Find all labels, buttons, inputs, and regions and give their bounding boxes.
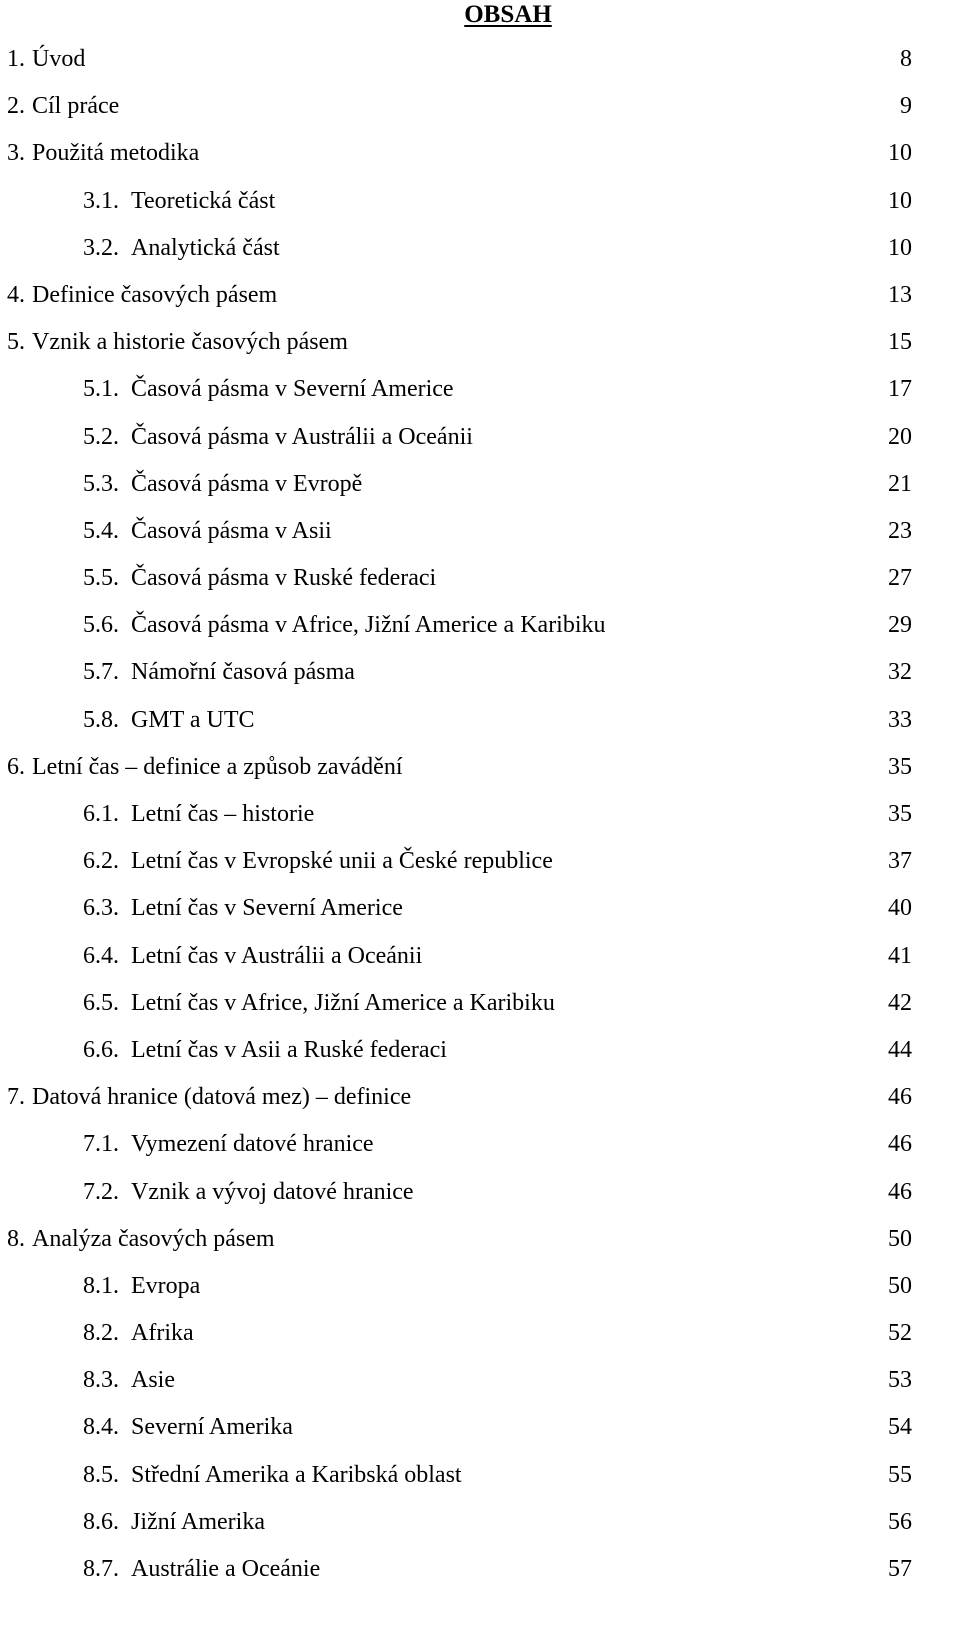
toc-entry[interactable] <box>0 83 960 130</box>
toc-entry[interactable] <box>0 791 960 838</box>
toc-entry[interactable] <box>0 1074 960 1121</box>
toc-entry-title: Letní čas v Africe, Jižní Americe a Karibiku <box>131 989 555 1016</box>
toc-entry-page-number: 46 <box>888 1084 912 1111</box>
toc-entry-title: Afrika <box>131 1320 194 1347</box>
toc-entry-number: 7.1. <box>83 1131 119 1158</box>
toc-entry[interactable] <box>0 1169 960 1216</box>
toc-entry-title: Námořní časová pásma <box>131 659 355 686</box>
toc-entry[interactable] <box>0 36 960 83</box>
toc-entry-title: GMT a UTC <box>131 706 255 733</box>
toc-entry-title: Letní čas v Austrálii a Oceánii <box>131 942 423 969</box>
toc-entry[interactable] <box>0 697 960 744</box>
toc-entry-title: Časová pásma v Severní Americe <box>131 376 454 403</box>
toc-entry-title: Cíl práce <box>32 93 120 120</box>
toc-entry-page-number: 42 <box>888 989 912 1016</box>
toc-entry-number: 3. <box>7 140 25 167</box>
toc-entry-title: Časová pásma v Asii <box>131 517 332 544</box>
toc-entry-page-number: 56 <box>888 1508 912 1535</box>
toc-entry-title: Datová hranice (datová mez) – definice <box>32 1084 412 1111</box>
toc-entry-title: Definice časových pásem <box>32 281 278 308</box>
toc-entry-title: Časová pásma v Ruské federaci <box>131 565 437 592</box>
toc-entry[interactable] <box>0 555 960 602</box>
toc-entry-page-number: 57 <box>888 1556 912 1582</box>
toc-entry-page-number: 23 <box>888 517 912 544</box>
toc-entry[interactable] <box>0 366 960 413</box>
toc-entry-title: Vznik a vývoj datové hranice <box>131 1178 414 1205</box>
toc-entry-number: 8.5. <box>83 1461 119 1488</box>
toc-entry-title: Letní čas v Evropské unii a České republice <box>131 848 553 875</box>
toc-entry-number: 6. <box>7 753 25 780</box>
toc-entry-number: 6.1. <box>83 801 119 827</box>
toc-entry-page-number: 50 <box>888 1272 912 1299</box>
toc-entry-number: 6.2. <box>83 848 119 875</box>
toc-entry-page-number: 32 <box>888 659 912 686</box>
toc-entry-page-number: 46 <box>888 1178 912 1205</box>
toc-entry-page-number: 8 <box>900 46 912 72</box>
toc-entry-number: 7. <box>7 1084 25 1111</box>
toc-entry[interactable] <box>0 414 960 461</box>
toc-entry[interactable] <box>0 1121 960 1168</box>
toc-entry-page-number: 35 <box>888 801 912 827</box>
toc-entry-page-number: 37 <box>888 848 912 875</box>
page-title <box>0 0 960 30</box>
toc-entry-number: 8.1. <box>83 1272 119 1299</box>
toc-entry-page-number: 20 <box>888 423 912 450</box>
toc-entry-page-number: 50 <box>888 1225 912 1252</box>
toc-entry-number: 2. <box>7 93 25 120</box>
toc-entry-number: 6.4. <box>83 942 119 969</box>
toc-entry[interactable] <box>0 1357 960 1404</box>
toc-entry[interactable] <box>0 744 960 791</box>
toc-entry[interactable] <box>0 225 960 272</box>
toc-entry-title: Severní Amerika <box>131 1414 293 1441</box>
toc-entry-number: 7.2. <box>83 1178 119 1205</box>
toc-entry[interactable] <box>0 1027 960 1074</box>
toc-entry[interactable] <box>0 178 960 225</box>
toc-entry[interactable] <box>0 885 960 932</box>
toc-entry-number: 5.1. <box>83 376 119 403</box>
toc-entry-number: 8.6. <box>83 1508 119 1535</box>
toc-entry-number: 8.2. <box>83 1320 119 1347</box>
toc-entry-number: 5.7. <box>83 659 119 686</box>
toc-entry-title: Střední Amerika a Karibská oblast <box>131 1461 462 1488</box>
toc-entry-page-number: 17 <box>888 376 912 403</box>
toc-entry-number: 5.2. <box>83 423 119 450</box>
toc-entry-page-number: 9 <box>900 93 912 120</box>
toc-entry-page-number: 10 <box>888 187 912 214</box>
toc-entry[interactable] <box>0 602 960 649</box>
toc-entry-title: Letní čas – definice a způsob zavádění <box>32 753 403 780</box>
toc-entry-page-number: 13 <box>888 281 912 308</box>
toc-entry-page-number: 52 <box>888 1320 912 1347</box>
toc-entry[interactable] <box>0 1310 960 1357</box>
toc-entry[interactable] <box>0 1404 960 1451</box>
toc-entry-page-number: 33 <box>888 706 912 733</box>
toc-entry-number: 6.3. <box>83 895 119 922</box>
toc-entry-number: 5.5. <box>83 565 119 592</box>
toc-entry-page-number: 21 <box>888 470 912 497</box>
toc-entry-number: 8.4. <box>83 1414 119 1441</box>
toc-entry-number: 8. <box>7 1225 25 1252</box>
toc-entry-page-number: 54 <box>888 1414 912 1441</box>
page-title-text: OBSAH <box>464 1 552 28</box>
toc-entry-title: Vznik a historie časových pásem <box>32 329 348 356</box>
toc-entry-title: Letní čas v Severní Americe <box>131 895 403 922</box>
toc-entry-number: 5.4. <box>83 517 119 544</box>
toc-entry-page-number: 27 <box>888 565 912 592</box>
toc-entry-title: Letní čas – historie <box>131 801 315 827</box>
toc-entry-page-number: 40 <box>888 895 912 922</box>
toc-entry[interactable] <box>0 1452 960 1499</box>
toc-entry-title: Vymezení datové hranice <box>131 1131 374 1158</box>
toc-entry-page-number: 53 <box>888 1367 912 1394</box>
toc-entry-number: 3.1. <box>83 187 119 214</box>
toc-entry[interactable] <box>0 508 960 555</box>
toc-entry-title: Asie <box>131 1367 175 1394</box>
toc-entry-title: Jižní Amerika <box>131 1508 265 1535</box>
toc-entry-title: Analytická část <box>131 234 280 261</box>
toc-entry-title: Austrálie a Oceánie <box>131 1556 321 1582</box>
toc-entry-number: 3.2. <box>83 234 119 261</box>
toc-entry[interactable] <box>0 319 960 366</box>
toc-entry[interactable] <box>0 649 960 696</box>
toc-entry-title: Časová pásma v Austrálii a Oceánii <box>131 423 473 450</box>
toc-entry[interactable] <box>0 1546 960 1593</box>
toc-entry-page-number: 46 <box>888 1131 912 1158</box>
toc-entry-number: 5. <box>7 329 25 356</box>
toc-entry-number: 6.6. <box>83 1036 119 1063</box>
toc-entry[interactable] <box>0 272 960 319</box>
toc-entry[interactable] <box>0 838 960 885</box>
toc-entry-page-number: 41 <box>888 942 912 969</box>
toc-entry-title: Použitá metodika <box>32 140 200 167</box>
toc-entry-number: 4. <box>7 281 25 308</box>
toc-entry[interactable] <box>0 933 960 980</box>
toc-entry-page-number: 55 <box>888 1461 912 1488</box>
toc-entry-page-number: 29 <box>888 612 912 639</box>
toc-entry-number: 5.6. <box>83 612 119 639</box>
toc-entry[interactable] <box>0 1216 960 1263</box>
toc-entry-number: 8.3. <box>83 1367 119 1394</box>
toc-entry-page-number: 10 <box>888 140 912 167</box>
toc-entry-title: Analýza časových pásem <box>32 1225 275 1252</box>
toc-entry-number: 8.7. <box>83 1556 119 1582</box>
toc-entry-page-number: 35 <box>888 753 912 780</box>
toc-entry-page-number: 44 <box>888 1036 912 1063</box>
toc-entry[interactable] <box>0 980 960 1027</box>
table-of-contents <box>0 36 960 1593</box>
toc-entry-number: 5.3. <box>83 470 119 497</box>
toc-entry-number: 5.8. <box>83 706 119 733</box>
toc-entry[interactable] <box>0 1263 960 1310</box>
toc-entry-title: Časová pásma v Africe, Jižní Americe a Karibiku <box>131 612 606 639</box>
toc-entry-page-number: 10 <box>888 234 912 261</box>
toc-entry-title: Teoretická část <box>131 187 276 214</box>
toc-entry[interactable] <box>0 1499 960 1546</box>
toc-entry-title: Letní čas v Asii a Ruské federaci <box>131 1036 447 1063</box>
toc-entry[interactable] <box>0 461 960 508</box>
toc-entry-number: 1. <box>7 46 25 72</box>
toc-entry-title: Časová pásma v Evropě <box>131 470 363 497</box>
toc-entry[interactable] <box>0 130 960 177</box>
toc-entry-page-number: 15 <box>888 329 912 356</box>
toc-entry-number: 6.5. <box>83 989 119 1016</box>
toc-entry-title: Evropa <box>131 1272 201 1299</box>
toc-entry-title: Úvod <box>32 46 86 72</box>
